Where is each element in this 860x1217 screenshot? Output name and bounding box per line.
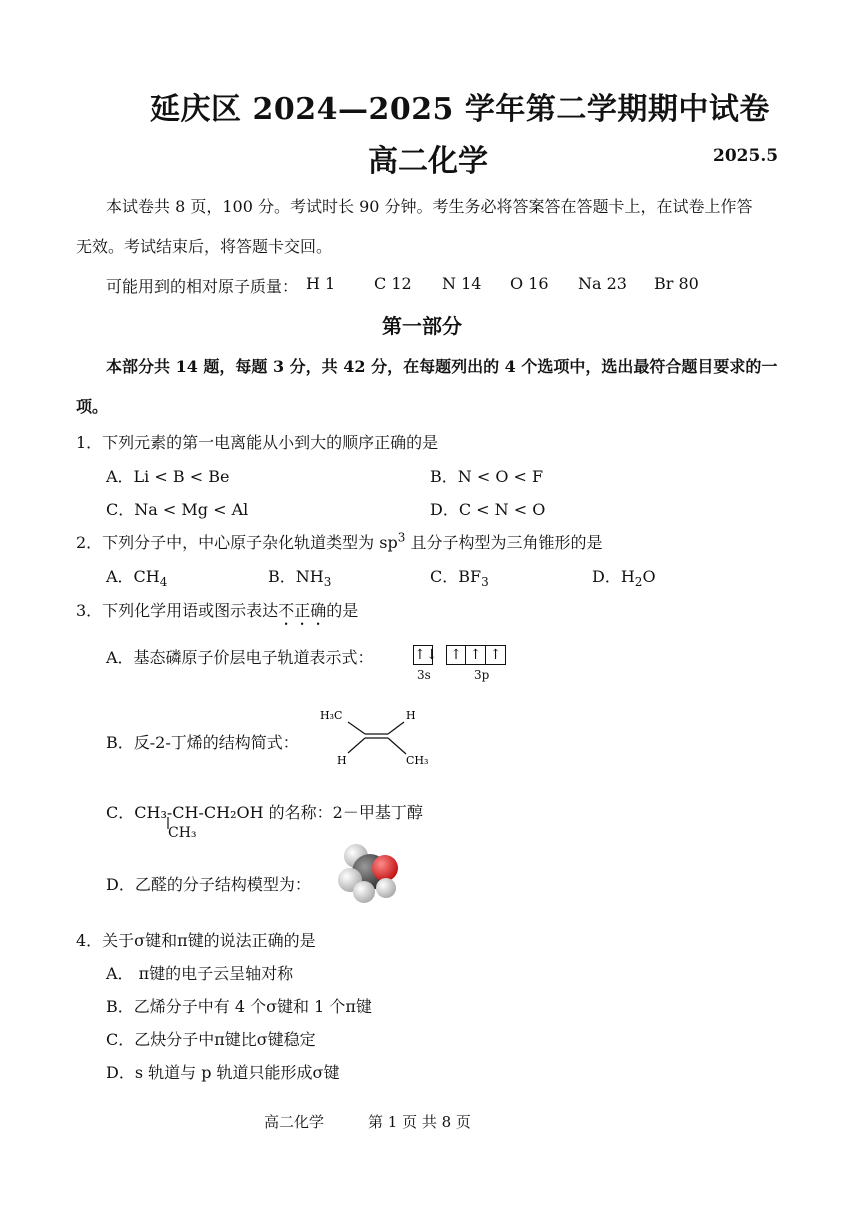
q3-c-name: 的名称：2－甲基丁醇 xyxy=(263,803,423,822)
footer-subject: 高二化学 xyxy=(264,1113,325,1131)
q3-option-a: A．基态磷原子价层电子轨道表示式： xyxy=(106,648,374,667)
q3-option-d: D．乙醛的分子结构模型为： xyxy=(106,875,311,894)
q3-c-prefix: C． xyxy=(106,803,135,822)
q2-c-sub: 3 xyxy=(481,575,489,590)
exam-date: 2025.5 xyxy=(713,146,779,166)
orbital-3s xyxy=(413,645,438,665)
orbital-label-3p: 3p xyxy=(474,668,490,682)
q2-d-text-2: O xyxy=(642,567,656,586)
q4-stem: 4．关于σ键和π键的说法正确的是 xyxy=(76,931,316,950)
q2-d-text: D．H xyxy=(592,567,635,586)
atomic-mass-br: Br 80 xyxy=(654,274,699,293)
hydrogen-atom-4 xyxy=(376,878,396,898)
q1-stem: 1．下列元素的第一电离能从小到大的顺序正确的是 xyxy=(76,433,439,452)
q2-c-text: C．BF xyxy=(430,567,482,586)
q3-stem xyxy=(76,598,358,629)
orbital-label-3s: 3s xyxy=(417,668,431,682)
q3-option-c xyxy=(106,800,423,823)
atomic-mass-na: Na 23 xyxy=(578,274,627,293)
q2-a-text: A．CH xyxy=(106,567,160,586)
orbital-box-3p-1: ↑ xyxy=(446,645,466,665)
hydrogen-atom-3 xyxy=(353,881,375,903)
subject-title: 高二化学 xyxy=(368,144,488,179)
label-h3c: H₃C xyxy=(320,709,343,722)
q4-option-b: B．乙烯分子中有 4 个σ键和 1 个π键 xyxy=(106,997,372,1016)
q3-c-branch: CH₃ xyxy=(168,825,197,841)
orbital-box-3p-3: ↑ xyxy=(486,645,506,665)
q2-a-sub: 4 xyxy=(159,575,168,590)
q2-option-c xyxy=(430,564,489,589)
q2-stem xyxy=(76,530,602,553)
q4-option-a: A． π键的电子云呈轴对称 xyxy=(106,964,294,983)
orbital-box-3p-2: ↑ xyxy=(466,645,486,665)
q3-stem-emphasis: 不正确 xyxy=(278,601,327,620)
intro-line-2: 无效。考试结束后，将答题卡交回。 xyxy=(76,237,333,256)
q2-stem-sup: 3 xyxy=(397,530,406,545)
orbital-box-3s: ↑↓ xyxy=(414,647,438,663)
part-heading: 第一部分 xyxy=(382,314,462,338)
trans-2-butene-structure xyxy=(318,702,438,772)
footer-page-info: 第 1 页 共 8 页 xyxy=(368,1113,471,1131)
q2-stem-text-2: 且分子构型为三角锥形的是 xyxy=(405,533,603,552)
q1-option-c: C．Na < Mg < Al xyxy=(106,500,249,519)
q4-option-c: C．乙炔分子中π键比σ键稳定 xyxy=(106,1030,316,1049)
atomic-mass-h: H 1 xyxy=(306,274,336,293)
q1-option-b: B．N < O < F xyxy=(430,467,544,486)
q3-stem-text-2: 的是 xyxy=(326,601,359,620)
q2-d-sub: 2 xyxy=(634,575,643,590)
q2-option-b xyxy=(268,564,331,589)
acetaldehyde-model xyxy=(330,842,406,906)
atomic-mass-o: O 16 xyxy=(510,274,549,293)
q3-option-b: B．反-2-丁烯的结构简式： xyxy=(106,733,299,752)
q4-option-d: D．s 轨道与 p 轨道只能形成σ键 xyxy=(106,1063,340,1082)
oxygen-atom xyxy=(372,855,398,881)
label-h-bottom: H xyxy=(337,754,347,767)
atomic-mass-n: N 14 xyxy=(442,274,482,293)
exam-title: 延庆区 2024—2025 学年第二学期期中试卷 xyxy=(150,92,770,127)
label-ch3: CH₃ xyxy=(406,754,429,767)
q3-stem-text: 3．下列化学用语或图示表达 xyxy=(76,601,279,620)
atomic-mass-c: C 12 xyxy=(374,274,412,293)
q1-option-a: A．Li < B < Be xyxy=(106,467,230,486)
q2-b-sub: 3 xyxy=(323,575,332,590)
label-h-top: H xyxy=(406,709,416,722)
q1-option-d: D．C < N < O xyxy=(430,500,546,519)
part-instructions-1: 本部分共 14 题，每题 3 分，共 42 分，在每题列出的 4 个选项中，选出最符合题目要求的一 xyxy=(106,357,778,376)
q2-option-a xyxy=(106,564,167,589)
q2-option-d xyxy=(592,564,656,589)
q2-b-text: B．NH xyxy=(268,567,324,586)
bond-right-bottom xyxy=(388,738,406,754)
q3-c-formula: CH₃-CH-CH₂OH xyxy=(134,803,264,822)
atomic-masses-label: 可能用到的相对原子质量： xyxy=(106,277,299,296)
bond-left-bottom xyxy=(348,738,365,753)
bond-left-top xyxy=(348,722,365,734)
bond-right-top xyxy=(388,722,404,734)
orbital-3p xyxy=(446,645,506,665)
intro-line-1: 本试卷共 8 页，100 分。考试时长 90 分钟。考生务必将答案答在答题卡上，在试卷上作答 xyxy=(106,197,753,216)
part-instructions-2: 项。 xyxy=(76,397,109,416)
q2-stem-text: 2．下列分子中，中心原子杂化轨道类型为 sp xyxy=(76,533,398,552)
